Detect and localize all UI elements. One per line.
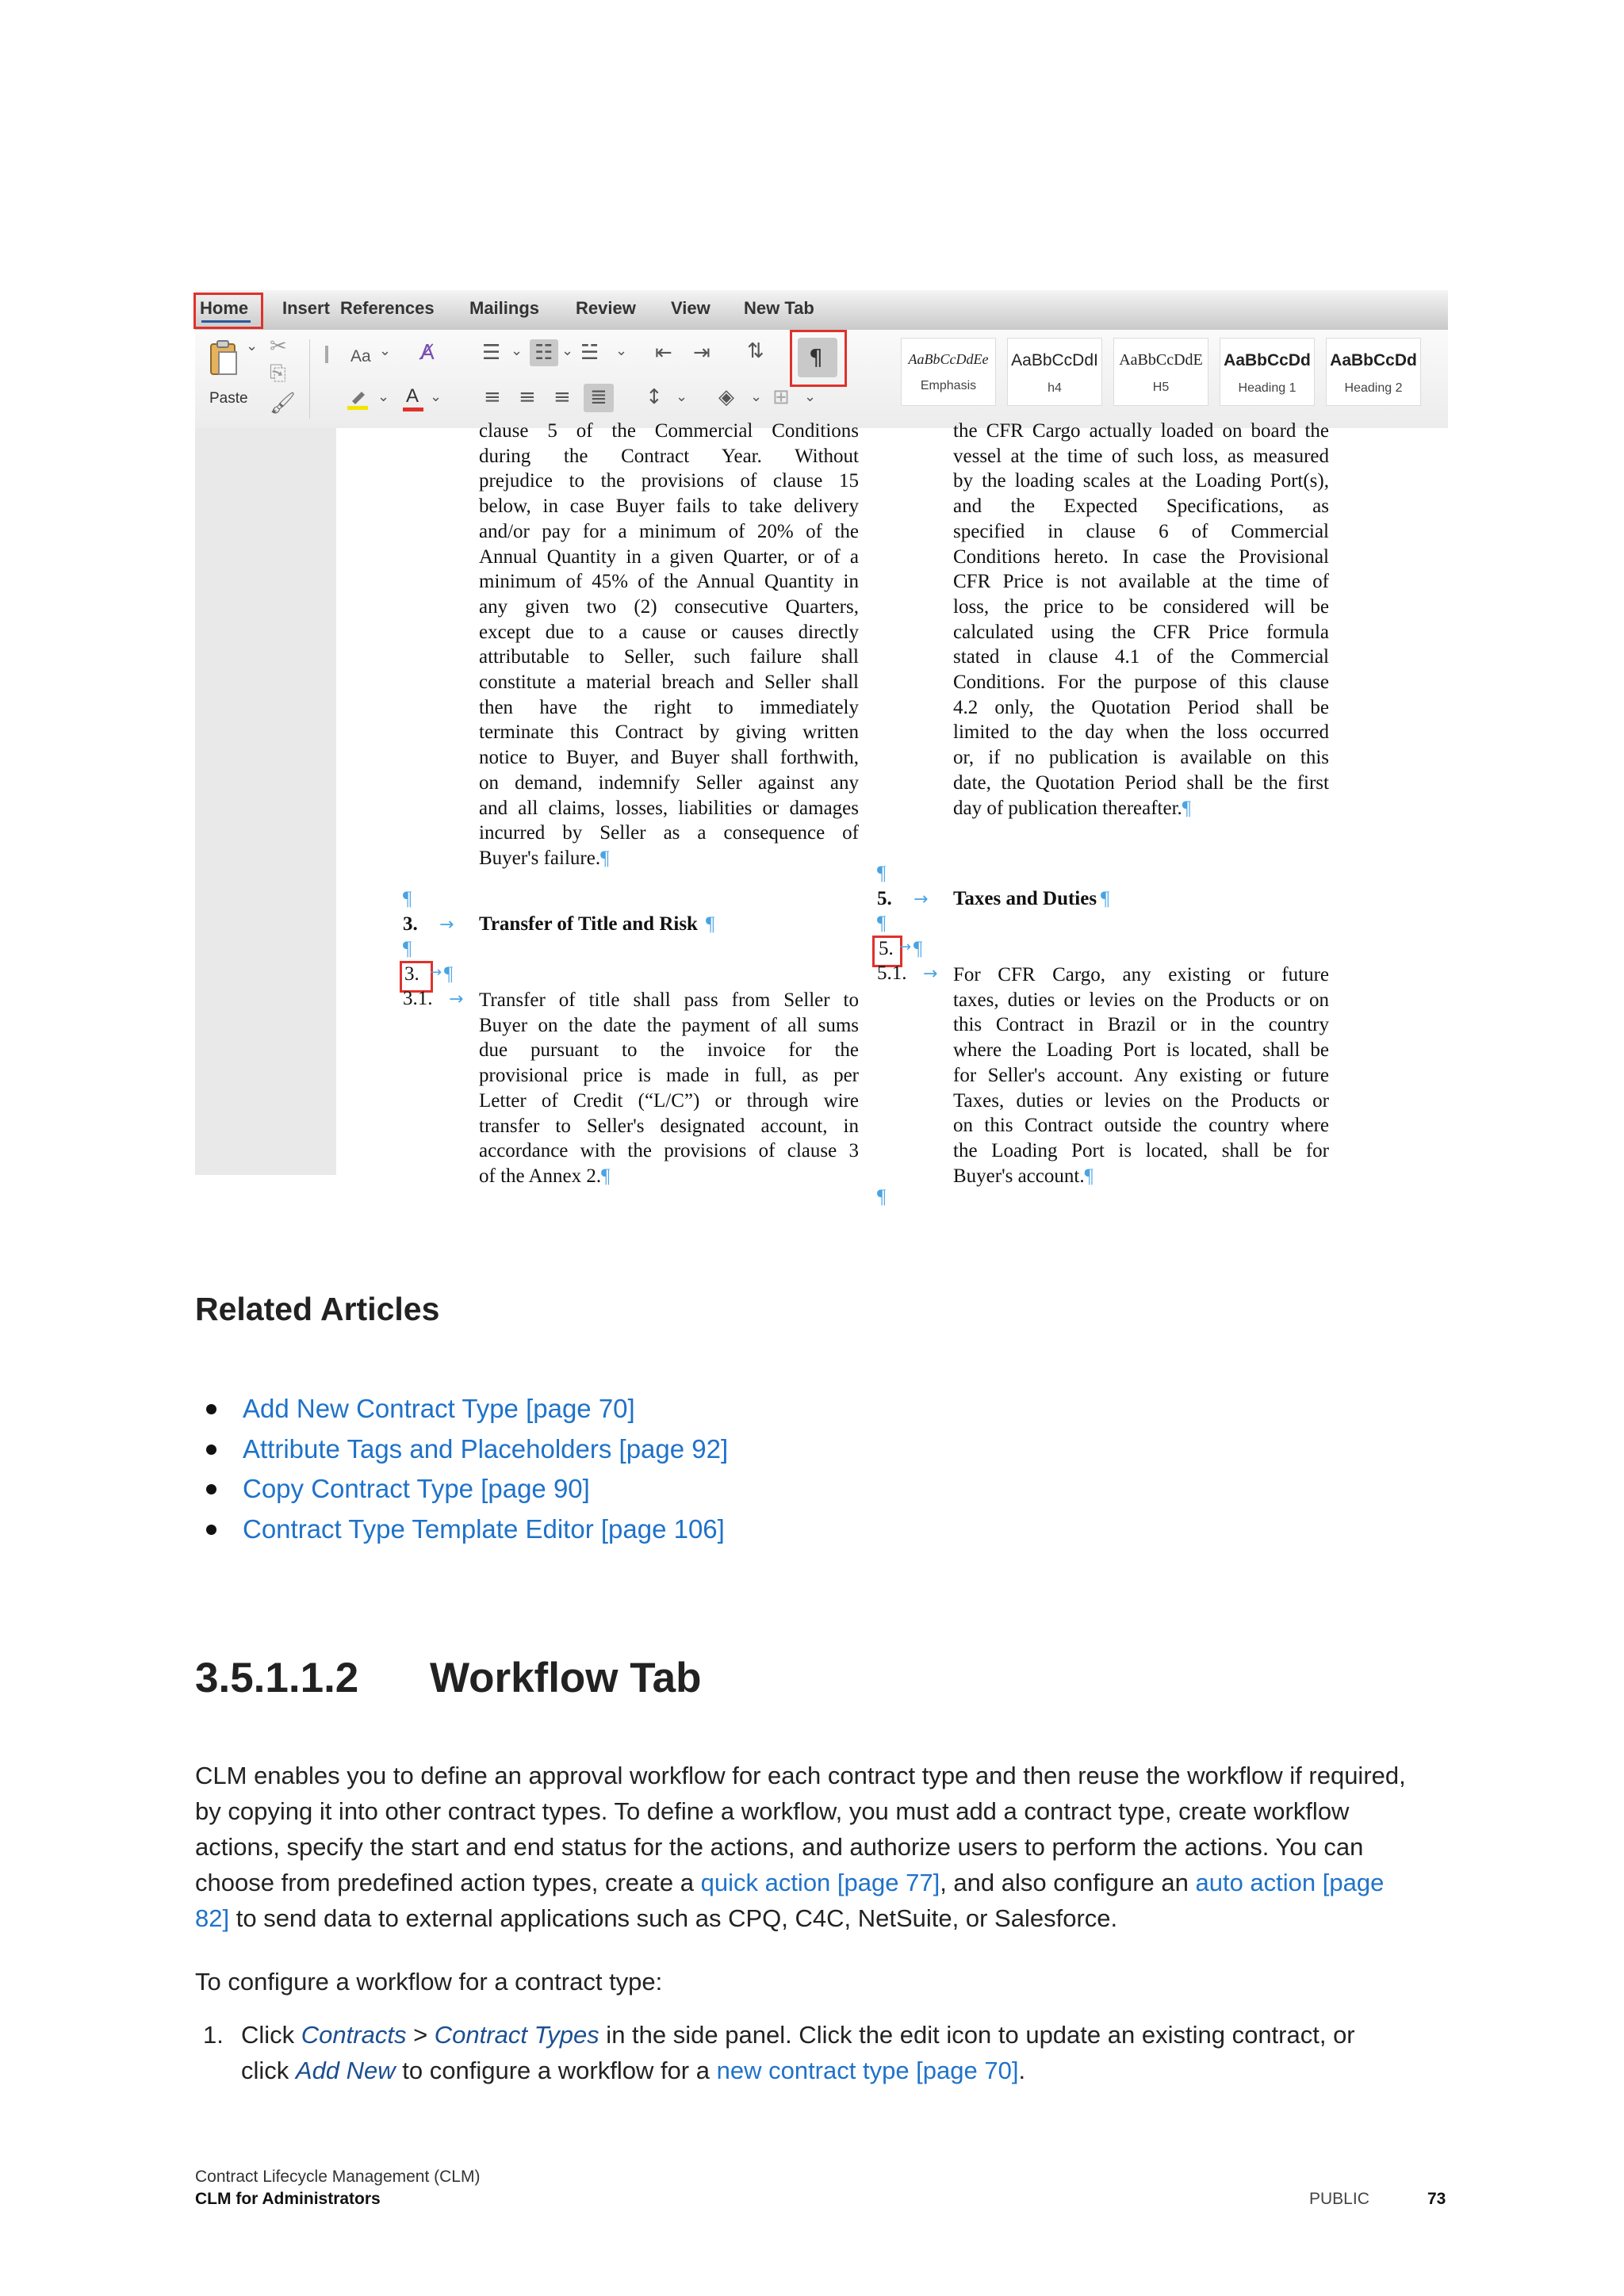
footer-guide: CLM for Administrators	[195, 2190, 381, 2208]
para-line: due pursuant to the invoice for the	[479, 1039, 859, 1062]
section-number: 3.5.1.1.2	[195, 1655, 359, 1701]
body-text: to send data to external applications such as CPQ, C4C, NetSuite, or Salesforce.	[229, 1904, 1118, 1932]
para-line: the Loading Port is located, shall be for	[953, 1139, 1329, 1161]
para-line: Annual Quantity in a given Quarter, or of a	[479, 545, 859, 568]
pilcrow-mark: ¶	[877, 1186, 887, 1207]
document-gutter	[195, 428, 336, 1175]
style-sample: AaBbCcDd	[1224, 351, 1311, 369]
para-line: Conditions hereto. In case the Provisional	[953, 545, 1329, 568]
tab-arrow: →	[914, 890, 929, 909]
style-label: h4	[1048, 381, 1062, 395]
pilcrow-mark: ¶	[914, 938, 923, 959]
para-line: and/or pay for a minimum of 20% of the	[479, 520, 859, 542]
body-line: CLM enables you to define an approval workflow for each contract type and then reuse the workflow if required,	[195, 1762, 1406, 1789]
font-color-icon: A	[406, 385, 419, 407]
increase-indent-icon[interactable]: ⇥	[693, 341, 710, 365]
para-line: vessel at the time of such loss, as measured	[953, 445, 1329, 467]
justify-icon: ≣	[590, 385, 607, 409]
pilcrow-mark: ¶	[444, 963, 454, 985]
para-line: provisional price is made in full, as per	[479, 1065, 859, 1087]
style-emphasis[interactable]	[901, 338, 996, 406]
para-line: For CFR Cargo, any existing or future	[953, 964, 1329, 985]
para-line: Taxes, duties or levies on the Products or	[953, 1089, 1329, 1112]
para-line: this Contract in Brazil or in the country	[953, 1014, 1329, 1036]
tab-review[interactable]: Review	[576, 298, 636, 318]
pilcrow-icon: ¶	[809, 344, 823, 370]
style-sample: AaBbCcDdE	[1119, 351, 1203, 369]
pilcrow-mark: ¶	[601, 1165, 611, 1187]
font-name-box[interactable]	[325, 346, 328, 363]
tab-arrow: →	[449, 989, 464, 1009]
auto-action-link-continued[interactable]: 82]	[195, 1904, 230, 1932]
para-line: where the Loading Port is located, shall be	[953, 1039, 1329, 1062]
para-line: minimum of 45% of the Annual Quantity in	[479, 571, 859, 593]
tab-view[interactable]: View	[671, 298, 710, 318]
align-left-icon[interactable]: ≡	[484, 385, 501, 409]
style-sample: AaBbCcDdI	[1011, 351, 1098, 369]
pilcrow-mark: ¶	[877, 863, 887, 884]
para-line: then have the right to immediately	[479, 696, 859, 718]
style-label: Emphasis	[920, 379, 977, 392]
para-line: notice to Buyer, and Buyer shall forthwith,	[479, 747, 859, 769]
chevron-down-icon[interactable]: ⌄	[750, 388, 763, 405]
chevron-down-icon[interactable]: ⌄	[511, 342, 523, 359]
style-h5[interactable]	[1113, 338, 1208, 406]
para-line: loss, the price to be considered will be	[953, 595, 1329, 618]
step-text: Click	[241, 2021, 301, 2049]
body-text: choose from predefined action types, create a	[195, 1869, 701, 1896]
step-text: to configure a workflow for a	[395, 2057, 717, 2084]
tab-insert[interactable]: Insert	[282, 298, 330, 318]
line-spacing-icon[interactable]: ↕	[645, 385, 663, 409]
para-line: and all claims, losses, liabilities or damages	[479, 797, 859, 819]
pilcrow-mark: ¶	[403, 938, 412, 959]
format-painter-icon[interactable]: 🖌	[270, 392, 297, 415]
body-text: , and also configure an	[940, 1869, 1196, 1896]
left-column-paragraph	[479, 419, 859, 871]
right-column-paragraph	[953, 419, 1329, 821]
pilcrow-mark: ¶	[1101, 888, 1110, 909]
para-line-text: Buyer's account.	[953, 1165, 1085, 1187]
para-line: the CFR Cargo actually loaded on board the	[953, 420, 1329, 442]
para-line-text: of the Annex 2.	[479, 1165, 602, 1187]
para-line: except due to a cause or causes directly	[479, 621, 859, 643]
chevron-down-icon[interactable]: ⌄	[379, 342, 392, 359]
clear-formatting-icon[interactable]: A̸	[420, 341, 435, 365]
tab-new-tab[interactable]: New Tab	[744, 298, 814, 318]
new-contract-type-link[interactable]: new contract type [page 70]	[716, 2057, 1019, 2084]
add-new-ref: Add New	[295, 2057, 396, 2084]
para-line: limited to the day when the loss occurred	[953, 721, 1329, 744]
style-sample: AaBbCcDd	[1330, 351, 1417, 369]
style-heading-1[interactable]	[1220, 338, 1315, 406]
ribbon-toolbar	[195, 330, 1448, 429]
para-line-text: day of publication thereafter.	[953, 797, 1182, 819]
para-line: terminate this Contract by giving written	[479, 721, 859, 744]
sub-number: 3.1.	[403, 988, 433, 1009]
cut-icon[interactable]: ✂	[270, 335, 287, 358]
font-size-button[interactable]: Aa	[350, 347, 371, 365]
para-line	[953, 796, 1329, 821]
decrease-indent-icon[interactable]: ⇤	[655, 341, 672, 365]
para-line: date, the Quotation Period shall be the first	[953, 771, 1329, 794]
chevron-down-icon[interactable]: ⌄	[377, 388, 390, 405]
clipboard-icon	[208, 339, 239, 377]
boxed-number: 3.	[404, 963, 419, 985]
borders-icon[interactable]: ⊞	[772, 385, 790, 409]
related-link[interactable]: Add New Contract Type [page 70]	[195, 1389, 728, 1429]
boxed-number: 5.	[879, 938, 894, 959]
page-number: 73	[1427, 2190, 1446, 2208]
chevron-down-icon[interactable]: ⌄	[615, 342, 628, 359]
related-articles-list	[195, 1389, 728, 1549]
para-line: Letter of Credit (“L/C”) or through wire	[479, 1089, 859, 1112]
heading-text: Taxes and Duties	[953, 888, 1097, 909]
para-line: calculated using the CFR Price formula	[953, 621, 1329, 643]
tab-arrow: →	[439, 915, 454, 935]
para-line: stated in clause 4.1 of the Commercial	[953, 646, 1329, 668]
para-line: CFR Price is not available at the time of	[953, 571, 1329, 593]
para-line: attributable to Seller, such failure shall	[479, 646, 859, 668]
pilcrow-highlight-box	[790, 330, 847, 387]
style-h4[interactable]	[1007, 338, 1102, 406]
para-line: constitute a material breach and Seller shall	[479, 672, 859, 694]
para-line: below, in case Buyer fails to take delivery	[479, 496, 859, 518]
para-line: on this Contract outside the country where	[953, 1115, 1329, 1137]
para-line: for Seller's account. Any existing or future	[953, 1064, 1329, 1086]
numbering-icon: ☷	[534, 341, 553, 365]
paste-label: Paste	[209, 390, 248, 407]
font-color-button[interactable]	[401, 385, 425, 412]
bullets-icon[interactable]: ☰	[482, 341, 501, 365]
left-sub-paragraph	[479, 988, 859, 1189]
para-line: and the Expected Specifications, as	[953, 496, 1329, 518]
step-text: click	[241, 2057, 296, 2084]
numbering-button[interactable]	[530, 339, 558, 366]
right-sub-paragraph	[953, 962, 1329, 1188]
body-line	[195, 1900, 1448, 1936]
para-line: Buyer on the date the payment of all sums	[479, 1014, 859, 1036]
para-line: Transfer of title shall pass from Seller to	[479, 989, 859, 1011]
style-heading-2[interactable]	[1326, 338, 1421, 406]
align-right-icon[interactable]: ≡	[553, 385, 571, 409]
para-line: incurred by Seller as a consequence of	[479, 822, 859, 844]
chevron-down-icon[interactable]: ⌄	[804, 388, 817, 405]
copy-icon[interactable]: ⎘	[270, 362, 286, 385]
pilcrow-mark: ¶	[1084, 1165, 1094, 1187]
home-highlight-box	[193, 293, 263, 329]
align-center-icon[interactable]: ≡	[519, 385, 536, 409]
para-line-text: Buyer's failure.	[479, 847, 601, 869]
para-line: specified in clause 6 of Commercial	[953, 520, 1329, 542]
style-label: Heading 2	[1344, 381, 1403, 395]
body-line	[195, 1865, 1448, 1900]
tab-arrow: →	[430, 964, 442, 981]
group-divider	[309, 339, 310, 419]
para-line: prejudice to the provisions of clause 15	[479, 470, 859, 492]
pilcrow-mark: ¶	[706, 913, 715, 935]
chevron-down-icon[interactable]: ⌄	[561, 342, 574, 359]
para-line	[953, 1164, 1329, 1189]
quick-action-link[interactable]: quick action [page 77]	[700, 1869, 940, 1896]
heading-number: 5.	[877, 888, 892, 909]
shading-icon[interactable]: ◈	[718, 385, 734, 409]
related-link[interactable]: Copy Contract Type [page 90]	[195, 1469, 728, 1510]
step-text: in the side panel. Click the edit icon to update an existing contract, or	[599, 2021, 1355, 2049]
sub-number: 5.1.	[877, 962, 907, 984]
para-line: 4.2 only, the Quotation Period shall be	[953, 696, 1329, 718]
para-line: clause 5 of the Commercial Conditions	[479, 420, 859, 442]
step-text: >	[406, 2021, 435, 2049]
pilcrow-mark: ¶	[403, 888, 412, 909]
tab-arrow: →	[923, 964, 938, 984]
font-color-swatch	[403, 408, 423, 411]
style-label: H5	[1152, 381, 1170, 394]
highlighter-icon	[346, 387, 370, 411]
tab-home[interactable]: Home	[200, 298, 249, 318]
para-line: on demand, indemnify Seller against any	[479, 771, 859, 794]
workflow-intro-paragraph	[195, 1758, 1448, 1936]
step-text: .	[1018, 2057, 1026, 2084]
highlight-button[interactable]	[346, 387, 370, 411]
para-line	[479, 1164, 859, 1189]
heading-number: 3.	[403, 913, 418, 935]
auto-action-link[interactable]: auto action [page	[1195, 1869, 1385, 1896]
paste-button[interactable]	[208, 339, 239, 377]
related-articles-heading: Related Articles	[195, 1291, 440, 1327]
para-line: any given two (2) consecutive Quarters,	[479, 595, 859, 618]
pilcrow-mark: ¶	[600, 847, 610, 869]
heading-text: Transfer of Title and Risk	[479, 913, 698, 935]
tab-mailings[interactable]: Mailings	[469, 298, 540, 318]
para-line: Conditions. For the purpose of this clause	[953, 672, 1329, 694]
tab-arrow: →	[899, 939, 912, 955]
step-number: 1.	[203, 2021, 224, 2049]
chevron-down-icon[interactable]: ⌄	[676, 388, 688, 405]
justify-button[interactable]	[584, 384, 614, 412]
body-line: by copying it into other contract types. To define a workflow, you must add a contract type, create workflow	[195, 1797, 1350, 1825]
step-1	[195, 2017, 1400, 2088]
step-line	[241, 2017, 1400, 2053]
para-line: during the Contract Year. Without	[479, 445, 859, 467]
para-line: accordance with the provisions of clause 3	[479, 1140, 859, 1162]
pilcrow-mark: ¶	[1182, 797, 1192, 819]
section-title: Workflow Tab	[430, 1655, 702, 1701]
chevron-down-icon[interactable]: ⌄	[246, 338, 259, 354]
para-line: by the loading scales at the Loading Port(s),	[953, 470, 1329, 492]
step-line	[241, 2053, 1400, 2088]
word-screenshot	[195, 290, 1448, 1207]
chevron-down-icon[interactable]: ⌄	[430, 388, 442, 405]
ribbon-tab-bar	[195, 290, 1448, 330]
style-label: Heading 1	[1238, 381, 1297, 395]
contract-types-menu-ref: Contract Types	[434, 2021, 599, 2049]
tab-references[interactable]: References	[340, 298, 435, 318]
related-link[interactable]: Contract Type Template Editor [page 106]	[195, 1510, 728, 1550]
para-line: or, if no publication is available on this	[953, 747, 1329, 769]
pilcrow-mark: ¶	[877, 913, 887, 934]
multilevel-list-icon[interactable]: ☱	[580, 341, 599, 365]
workflow-instruction: To configure a workflow for a contract type:	[195, 1968, 663, 1996]
related-link[interactable]: Attribute Tags and Placeholders [page 92]	[195, 1429, 728, 1470]
para-line: taxes, duties or levies on the Products or on	[953, 989, 1329, 1011]
para-line	[479, 846, 859, 871]
footer-product: Contract Lifecycle Management (CLM)	[195, 2168, 481, 2186]
para-line: transfer to Seller's designated account, in	[479, 1115, 859, 1137]
body-line: actions, specify the start and end status for the actions, and authorize users to perform the actions. You can	[195, 1833, 1364, 1861]
footer-classification: PUBLIC	[1309, 2190, 1369, 2208]
document-page	[336, 420, 1448, 1207]
contracts-menu-ref: Contracts	[301, 2021, 407, 2049]
sort-icon[interactable]: ⇅	[747, 339, 764, 363]
style-sample: AaBbCcDdEe	[908, 351, 989, 367]
